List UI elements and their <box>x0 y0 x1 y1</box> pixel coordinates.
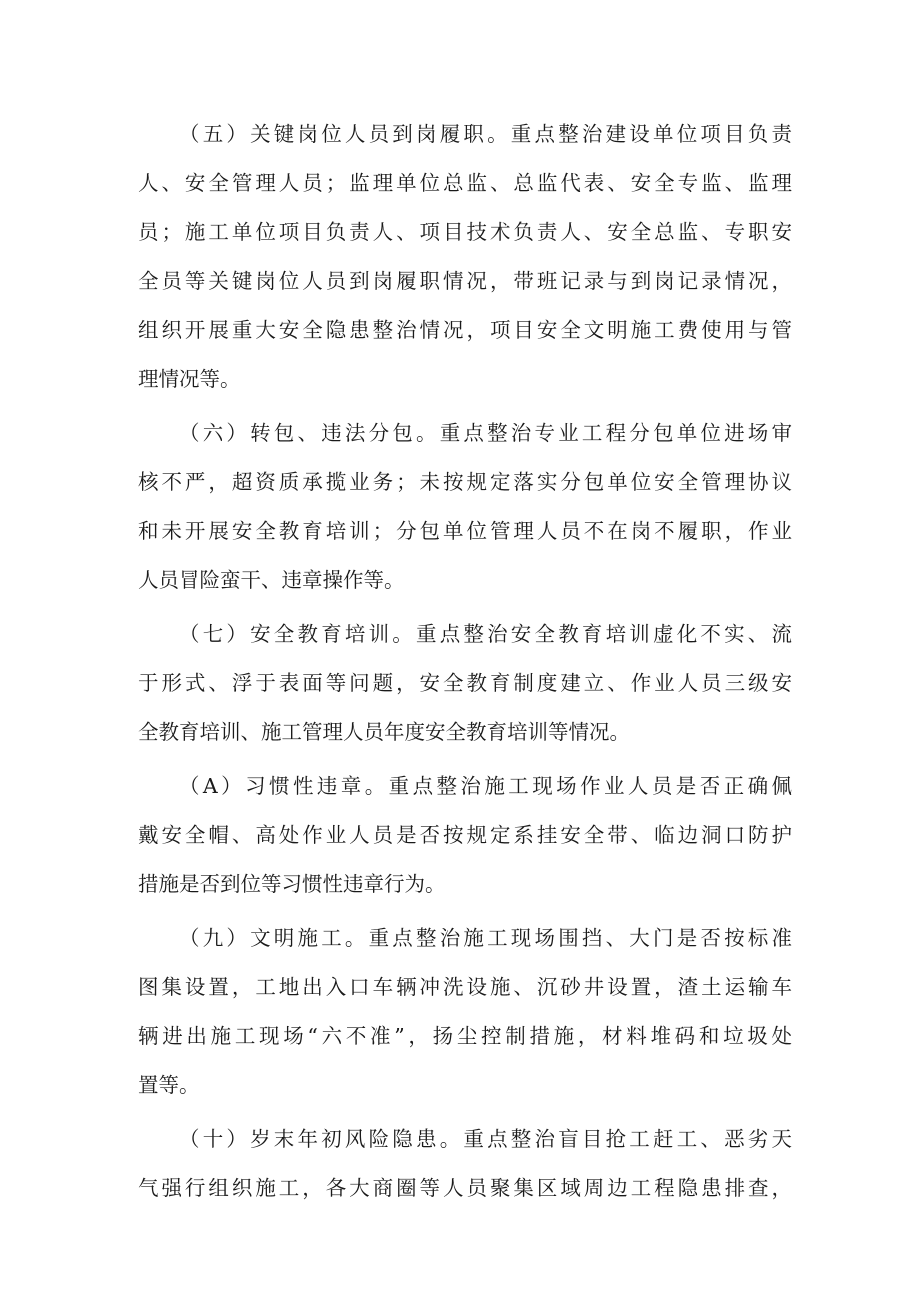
paragraph-line: 图集设置，工地出入口车辆冲洗设施、沉砂井设置，渣土运输车 <box>138 975 792 999</box>
paragraph-line: 人员冒险蛮干、违章操作等。 <box>138 568 405 592</box>
paragraph-line: 理情况等。 <box>138 367 241 391</box>
paragraph-key-positions <box>138 110 792 404</box>
paragraph-civilized-construction <box>138 914 792 1110</box>
paragraph-line: 置等。 <box>138 1073 200 1097</box>
paragraph-line: 人、安全管理人员；监理单位总监、总监代表、安全专监、监理 <box>138 171 792 195</box>
paragraph-line: 措施是否到位等习惯性违章行为。 <box>138 872 446 896</box>
paragraph-line: （九）文明施工。重点整治施工现场围挡、大门是否按标准 <box>179 926 792 950</box>
paragraph-line: 于形式、浮于表面等问题，安全教育制度建立、作业人员三级安 <box>138 671 792 695</box>
paragraph-line: 辆进出施工现场“六不准”，扬尘控制措施，材料堆码和垃圾处 <box>138 1024 792 1048</box>
paragraph-safety-training <box>138 610 792 757</box>
paragraph-line: （六）转包、违法分包。重点整治专业工程分包单位进场审 <box>179 421 792 445</box>
paragraph-habitual-violations <box>138 762 792 909</box>
paragraph-subcontracting <box>138 409 792 605</box>
paragraph-line: 戴安全帽、高处作业人员是否按规定系挂安全带、临边洞口防护 <box>138 823 792 847</box>
paragraph-line: （五）关键岗位人员到岗履职。重点整治建设单位项目负责 <box>179 122 792 146</box>
paragraph-line: 全员等关键岗位人员到岗履职情况，带班记录与到岗记录情况， <box>138 269 792 293</box>
paragraph-line: （七）安全教育培训。重点整治安全教育培训虚化不实、流 <box>179 622 792 646</box>
paragraph-line: 员；施工单位项目负责人、项目技术负责人、安全总监、专职安 <box>138 220 792 244</box>
paragraph-line: 全教育培训、施工管理人员年度安全教育培训等情况。 <box>138 720 630 744</box>
paragraph-line: 和未开展安全教育培训；分包单位管理人员不在岗不履职，作业 <box>138 519 792 543</box>
paragraph-line: 核不严，超资质承揽业务；未按规定落实分包单位安全管理协议 <box>138 470 792 494</box>
paragraph-line: （A）习惯性违章。重点整治施工现场作业人员是否正确佩 <box>179 774 792 798</box>
paragraph-line: （十）岁末年初风险隐患。重点整治盲目抢工赶工、恶劣天 <box>179 1127 792 1151</box>
document-page <box>138 110 792 1218</box>
paragraph-line: 组织开展重大安全隐患整治情况，项目安全文明施工费使用与管 <box>138 318 792 342</box>
paragraph-year-end-risks <box>138 1115 792 1213</box>
paragraph-line: 气强行组织施工，各大商圈等人员聚集区域周边工程隐患排查， <box>138 1176 792 1200</box>
